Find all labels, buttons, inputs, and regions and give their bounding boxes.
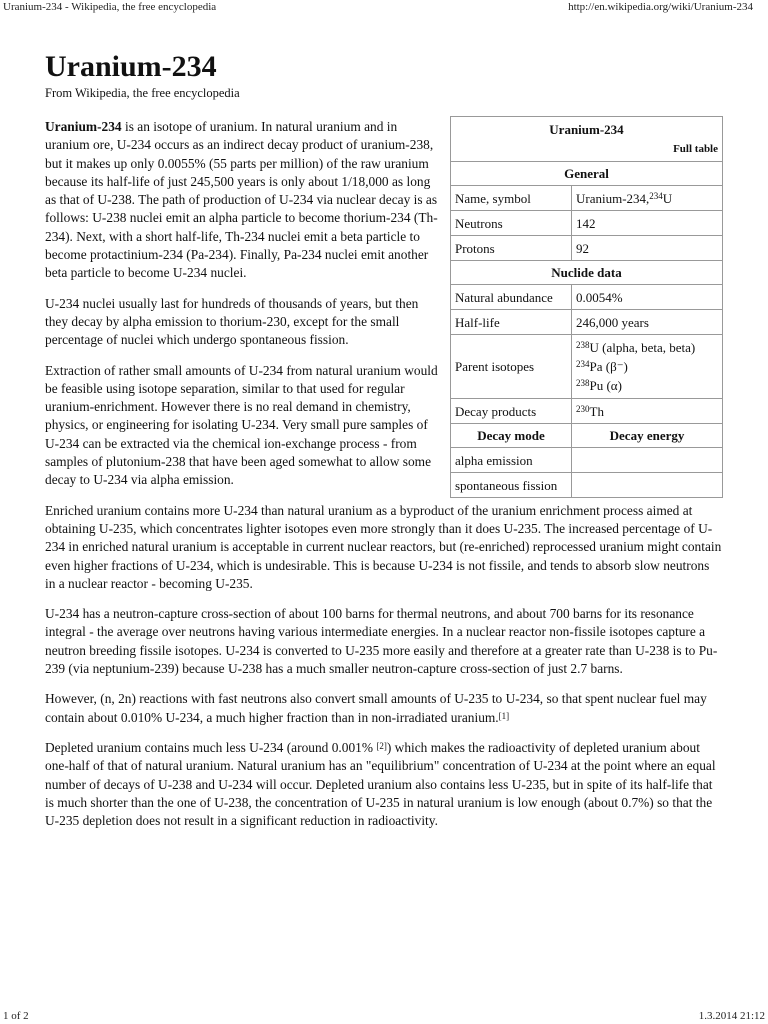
paragraph-decay: U-234 nuclei usually last for hundreds of thousands of years, but then they decay by alpha emission to thorium-230, except for the small percentage of nuclei which undergo spontaneous fission. — [45, 295, 419, 348]
halflife-value: 246,000 years — [572, 310, 723, 335]
decay-energy-header: Decay energy — [572, 424, 723, 448]
print-header-url[interactable]: http://en.wikipedia.org/wiki/Uranium-234 — [568, 1, 753, 13]
decay-energy-fission — [572, 473, 723, 498]
decay-products-value[interactable]: $^{230}$Th — [572, 399, 723, 424]
name-symbol-value: Uranium-234,$^{234}$U — [572, 186, 723, 211]
infobox-general-header: General — [451, 162, 723, 186]
print-header-title: Uranium-234 - Wikipedia, the free encyclopedia — [3, 1, 217, 13]
paragraph-depleted: Depleted uranium contains much less U-234 (around 0.001% [2]) which makes the radioactivity of depleted uranium about one-half of that of natural uranium. Natural uranium has an "equilibrium" concentration of U-234 at the point where an equal number of decays of U-238 and U-234 will occur. Depleted uranium also contains less U-235, but in spite of its half-life that is much shorter than the one of U-238, the concentration of U-235 in natural uranium is low enough (about 0.7%) so that the U-235 depletion does not result in a significant reduction in radioactivity. — [45, 739, 716, 829]
parent-isotopes-value — [572, 335, 723, 399]
paragraph-cross-section: U-234 has a neutron-capture cross-section of about 100 barns for thermal neutrons, and about 700 barns for its resonance integral - the average over neutrons having various intermediate energies. In a nuclear reactor non-fissile isotopes capture a neutron breeding fissile isotopes. U-234 is converted to U-235 more easily and therefore at a greater rate than U-238 is to Pu-239 (via neptunium-239) because U-238 has a much smaller neutron-capture cross-section of just 2.7 barns. — [45, 606, 718, 677]
print-timestamp: 1.3.2014 21:12 — [698, 1010, 765, 1022]
reference-1[interactable]: [1] — [498, 710, 510, 721]
decay-mode-fission[interactable]: spontaneous fission — [451, 473, 572, 498]
infobox-nuclide-header: Nuclide data — [451, 261, 723, 285]
reference-2[interactable]: [2] — [376, 740, 387, 751]
neutrons-value: 142 — [572, 211, 723, 236]
page-title: Uranium-234 — [45, 50, 217, 83]
article-content — [45, 50, 723, 842]
page-count: 1 of 2 — [3, 1010, 29, 1022]
article-subject: Uranium-234 — [45, 119, 122, 134]
decay-energy-alpha — [572, 448, 723, 473]
name-symbol-sup: 234 — [649, 190, 663, 201]
decay-products-label: Decay products — [451, 399, 572, 424]
parent-isotope[interactable]: $^{234}$Pa (β⁻) — [576, 359, 628, 374]
neutrons-label: Neutrons — [451, 211, 572, 236]
paragraph-extraction: Extraction of rather small amounts of U-234 from natural uranium would be feasible using isotope separation, similar to that used for regular uranium-enrichment. However there is no real demand in chemistry, physics, or engineering for isolating U-234. Very small pure samples of U-234 can be extracted via the chemical ion-exchange process - from samples of plutonium-238 that have been aged somewhat to allow some decay to U-234 via alpha emission. — [45, 362, 438, 488]
protons-value: 92 — [572, 236, 723, 261]
print-footer — [3, 1006, 765, 1022]
paragraph-fast-neutrons: However, (n, 2n) reactions with fast neutrons also convert small amounts of U-235 to U-234, so that spent nuclear fuel may contain about 0.010% U-234, a much higher fraction than in non-irradiated uranium.[1] — [45, 691, 707, 725]
full-table-link[interactable]: Full table — [673, 143, 718, 155]
abundance-label: Natural abundance — [451, 285, 572, 310]
parent-isotope[interactable]: $^{238}$Pu (α) — [576, 378, 622, 393]
halflife-label: Half-life — [451, 310, 572, 335]
decay-mode-alpha[interactable]: alpha emission — [451, 448, 572, 473]
decay-mode-header: Decay mode — [451, 424, 572, 448]
parent-isotope[interactable]: $^{238}$U (alpha, beta, beta) — [576, 340, 696, 355]
parent-isotopes-label: Parent isotopes — [451, 335, 572, 399]
paragraph-enriched: Enriched uranium contains more U-234 than natural uranium as a byproduct of the uranium enrichment process aimed at obtaining U-235, which concentrates lighter isotopes even more strongly than it does U-235. The increased percentage of U-234 in enriched natural uranium is acceptable in current nuclear reactors, but (re-enriched) reprocessed uranium might contain even higher fractions of U-234, which is undesirable. This is because U-234 is not fissile, and tends to absorb slow neutrons in a nuclear reactor - becoming U-235. — [45, 502, 722, 591]
print-header — [3, 0, 765, 16]
paragraph-intro: Uranium-234 is an isotope of uranium. In natural uranium and in uranium ore, U-234 occurs as an indirect decay product of uranium-238, but it makes up only 0.0055% (55 parts per million) of the raw uranium because its half-life of just 245,500 years is only about 1/18,000 as long as that of U-238. The path of production of U-234 via nuclear decay is as follows: U-238 nuclei emit an alpha particle to become thorium-234 (Th-234). Next, with a short half-life, Th-234 nuclei emit a beta particle to become protactinium-234 (Pa-234). Finally, Pa-234 nuclei emit another beta particle to become U-234 nuclei. — [45, 119, 438, 281]
page-subtitle: From Wikipedia, the free encyclopedia — [45, 86, 240, 100]
protons-label: Protons — [451, 236, 572, 261]
infobox-title: Uranium-234 — [549, 122, 624, 137]
name-symbol-label: Name, symbol — [451, 186, 572, 211]
abundance-value: 0.0054% — [572, 285, 723, 310]
infobox-title-cell — [451, 117, 723, 162]
infobox — [450, 116, 723, 498]
